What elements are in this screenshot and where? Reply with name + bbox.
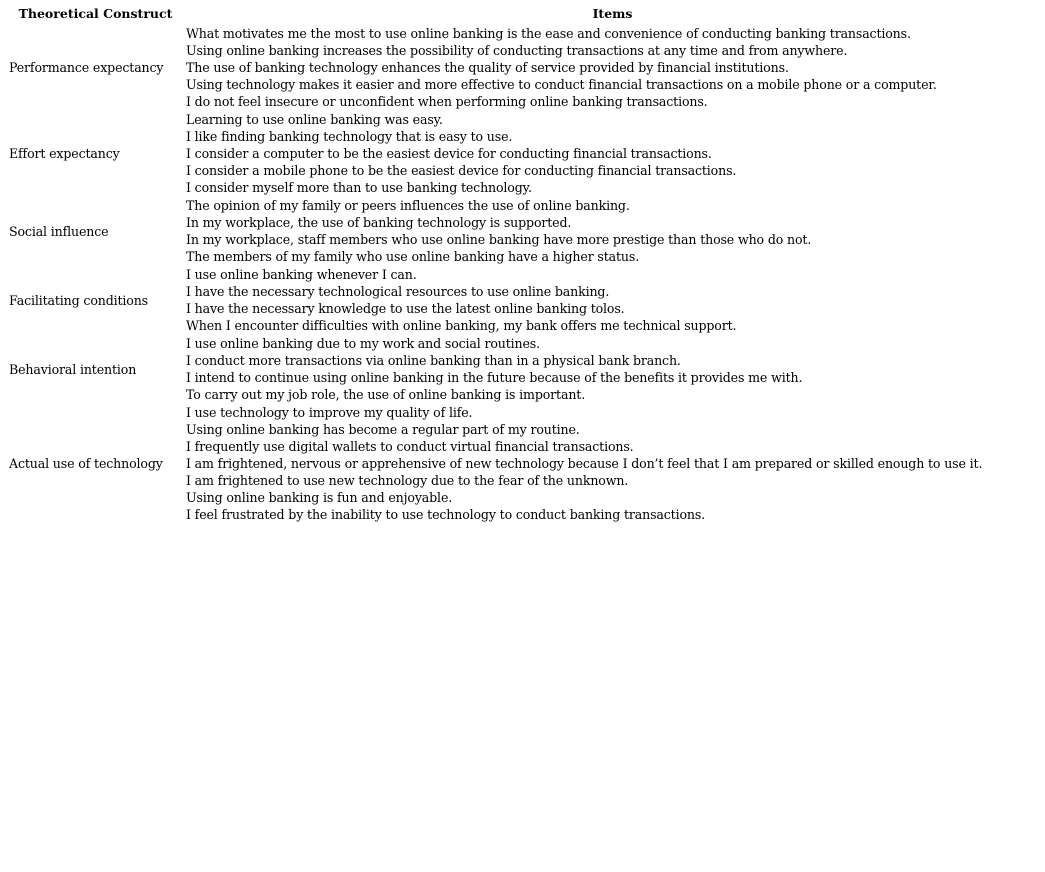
- item-text: Learning to use online banking was easy.: [186, 112, 443, 127]
- construct-cell: Facilitating conditions: [9, 292, 148, 308]
- table-row: [7, 403, 1041, 523]
- items-cell: [184, 196, 1041, 265]
- construct-cell: Effort expectancy: [9, 146, 120, 161]
- construct-cell: Social influence: [9, 223, 109, 239]
- constructs-items-table: [7, 4, 1041, 523]
- header-items: Items: [592, 6, 633, 21]
- header-theoretical-construct: Theoretical Construct: [18, 6, 173, 21]
- item-text: In my workplace, staff members who use online banking have more prestige than those who do not.: [186, 232, 812, 247]
- item-text: I consider a computer to be the easiest device for conducting financial transactions.: [186, 146, 712, 161]
- item-text: Using online banking is fun and enjoyable.: [186, 490, 453, 505]
- item-text: Using online banking increases the possibility of conducting transactions at any time and from anywhere.: [186, 43, 848, 58]
- item-text: The members of my family who use online banking have a higher status.: [186, 249, 640, 264]
- item-text: What motivates me the most to use online banking is the ease and convenience of conducting banking transactions.: [186, 26, 911, 41]
- item-text: Using technology makes it easier and more effective to conduct financial transactions on a mobile phone or a computer.: [186, 77, 937, 92]
- table-row: [7, 24, 1041, 110]
- item-text: I use technology to improve my quality of life.: [186, 405, 473, 420]
- table-row: [7, 334, 1041, 403]
- item-text: Using online banking has become a regular part of my routine.: [186, 422, 580, 437]
- item-text: When I encounter difficulties with online banking, my bank offers me technical support.: [186, 318, 737, 333]
- table-row: [7, 196, 1041, 265]
- items-cell: [184, 265, 1041, 334]
- construct-cell: Actual use of technology: [9, 456, 163, 471]
- items-cell: [184, 403, 1041, 523]
- item-text: I have the necessary technological resources to use online banking.: [186, 284, 610, 299]
- items-cell: [184, 334, 1041, 403]
- items-cell: [184, 110, 1041, 196]
- item-text: I use online banking due to my work and social routines.: [186, 336, 540, 351]
- constructs-table-container: [7, 4, 1041, 523]
- item-text: I do not feel insecure or unconfident when performing online banking transactions.: [186, 94, 708, 109]
- items-cell: [184, 24, 1041, 110]
- item-text: I intend to continue using online banking in the future because of the benefits it provides me with.: [186, 370, 803, 385]
- item-text: I consider a mobile phone to be the easiest device for conducting financial transactions.: [186, 163, 737, 178]
- item-text: I like finding banking technology that is easy to use.: [186, 129, 513, 144]
- item-text: To carry out my job role, the use of online banking is important.: [186, 387, 586, 402]
- item-text: I frequently use digital wallets to conduct virtual financial transactions.: [186, 439, 634, 454]
- item-text: I feel frustrated by the inability to use technology to conduct banking transactions.: [186, 507, 706, 522]
- item-text: In my workplace, the use of banking technology is supported.: [186, 215, 572, 230]
- item-text: The opinion of my family or peers influences the use of online banking.: [186, 198, 630, 213]
- item-text: I am frightened to use new technology due to the fear of the unknown.: [186, 473, 629, 488]
- item-text: I conduct more transactions via online banking than in a physical bank branch.: [186, 353, 681, 368]
- item-text: I have the necessary knowledge to use the latest online banking tolos.: [186, 301, 625, 316]
- item-text: I am frightened, nervous or apprehensive of new technology because I don’t feel that I am prepared or skilled enough to use it.: [186, 456, 983, 471]
- construct-cell: Performance expectancy: [9, 60, 164, 75]
- item-text: I consider myself more than to use banking technology.: [186, 180, 532, 195]
- table-row: [7, 110, 1041, 196]
- table-header-row: [7, 4, 1041, 24]
- item-text: I use online banking whenever I can.: [186, 267, 417, 282]
- item-text: The use of banking technology enhances the quality of service provided by financial institutions.: [186, 60, 789, 75]
- construct-cell: Behavioral intention: [9, 361, 137, 377]
- table-row: [7, 265, 1041, 334]
